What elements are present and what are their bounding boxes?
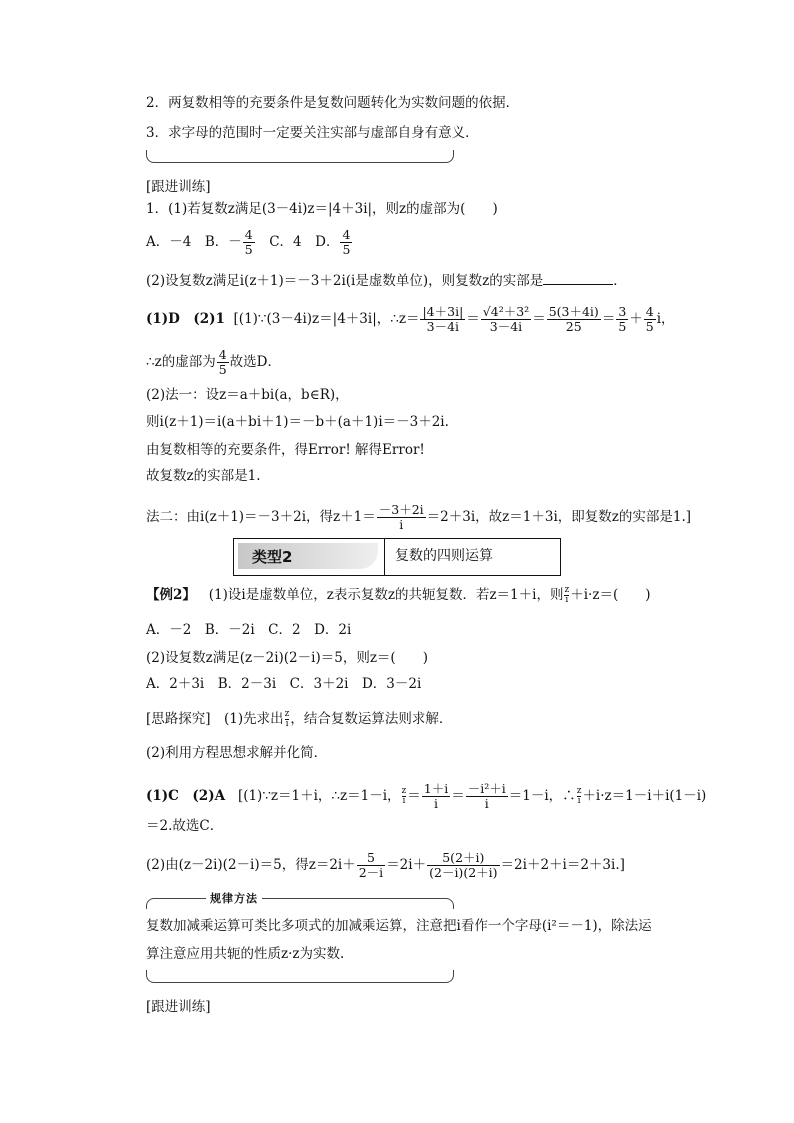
- numerator: 1＋i: [423, 781, 449, 796]
- method-title: 规律方法: [206, 890, 262, 906]
- section-type-box: [233, 538, 561, 576]
- fraction: [644, 305, 656, 334]
- practice-question-1-options: [146, 228, 353, 257]
- answer-tail: ＋i·z＝1－i＋i(1－i): [582, 788, 707, 804]
- question-end: ．: [613, 273, 627, 289]
- fraction: [217, 348, 229, 377]
- method-text-1: 复数加减乘运算可类比多项式的加减乘运算，注意把i看作一个字母(i²＝－1)，除法运: [146, 918, 652, 934]
- answer-mid: ＝1－i，∴: [508, 788, 576, 804]
- numerator: 4: [342, 227, 351, 242]
- method-box-bottom-border: [146, 970, 454, 983]
- fraction: [616, 305, 628, 334]
- fraction: [377, 503, 426, 532]
- practice-answer-1: (1)D (2)1 [(1)∵(3－4i)z＝|4＋3i|，∴z＝ $\frac{|4+3i|}{3-4i}$ ＝ $\frac{\text{√4²＋3²}}{3-4i}$ ＝ $\frac{5(3+4i)}{25}$ ＝ $\frac{3}{5}$ ＋ $\frac{4}{5}$ i，: [146, 304, 675, 334]
- answer-tail: i，: [656, 311, 675, 327]
- numerator: 5: [357, 851, 385, 866]
- denominator: i: [434, 796, 439, 811]
- denominator: 5: [618, 319, 627, 334]
- method1-line4: 故复数z的实部是1.: [146, 468, 261, 484]
- options-text-mid: C．4 D．: [255, 234, 340, 250]
- denominator: 25: [565, 319, 582, 334]
- method1-line3: 由复数相等的充要条件，得Error! 解得Error!: [146, 442, 425, 458]
- type-title: 复数的四则运算: [395, 548, 493, 564]
- example-question-2-options: A．2＋3i B．2－3i C．3＋2i D．3－2i: [146, 676, 422, 692]
- example-label: 【例2】: [146, 587, 196, 603]
- question-text: (1)设i是虚数单位，z表示复数z的共轭复数．若z＝1＋i，则: [208, 587, 564, 603]
- fraction: [577, 787, 582, 806]
- denominator: 5: [342, 242, 351, 257]
- example-answer-2: [146, 851, 625, 880]
- denominator: i: [402, 796, 406, 806]
- example-answer-1: (1)C (2)A [(1)∵z＝1＋i，∴z＝1－i， $\frac{z}{i}=$ $\frac{1+i}{i}$ ＝ $\frac{\text{－i²＋i}}{i}$ ＝1－i，∴ $\frac{z}{i}+i\cdot z=1-i+i(1-i)$: [146, 781, 707, 811]
- fraction: [466, 782, 508, 811]
- method2-text: 法二：由i(z＋1)＝－3＋2i，得z＋1＝: [146, 509, 376, 525]
- answer-label: (1)D (2)1: [146, 311, 225, 327]
- practice-header: [跟进训练]: [146, 179, 211, 195]
- denominator: 2－i: [358, 865, 384, 880]
- denominator: 3－4i: [426, 319, 460, 334]
- fraction: [427, 851, 499, 880]
- fraction: [564, 586, 569, 605]
- numerator: z: [576, 786, 582, 796]
- question-text: (2)设复数z满足i(z＋1)＝－3＋2i(i是虚数单位)，则复数z的实部是: [146, 273, 544, 289]
- options-text: A．－4 B．－: [146, 234, 242, 250]
- denominator: 3－4i: [489, 319, 523, 334]
- numerator: 3: [618, 304, 627, 319]
- denominator: 5: [645, 319, 654, 334]
- denominator: i: [565, 595, 569, 605]
- denominator: (2－i)(2＋i): [429, 865, 498, 880]
- example-question-2: (2)设复数z满足(z－2i)(2－i)＝5，则z＝( ): [146, 650, 428, 666]
- section-divider: [146, 150, 454, 163]
- fraction: [422, 782, 450, 811]
- summary-point-3: 3．求字母的范围时一定要关注实部与虚部自身有意义．: [146, 125, 479, 141]
- idea-line-1: [146, 710, 452, 729]
- method-box-header: [146, 892, 452, 906]
- denominator: i: [285, 719, 289, 729]
- example-answer-1-line2: ＝2.故选C．: [146, 818, 224, 834]
- fraction: [285, 710, 290, 729]
- denominator: i: [577, 796, 581, 806]
- conclusion-text: ∴z的虚部为: [146, 354, 216, 370]
- method1-line2: 则i(z＋1)＝i(a＋bi＋1)＝－b＋(a＋1)i＝－3＋2i.: [146, 414, 449, 430]
- method2-line: [146, 503, 691, 532]
- method-box-top-border: [146, 898, 454, 909]
- numerator: |4＋3i|: [422, 304, 464, 319]
- numerator: 5(2＋i): [427, 851, 499, 866]
- idea-tail: ，结合复数运算法则求解．: [290, 711, 453, 727]
- summary-point-2: 2．两复数相等的充要条件是复数问题转化为实数问题的依据．: [146, 95, 520, 111]
- fraction: [243, 228, 255, 257]
- fraction: [481, 305, 531, 334]
- numerator: －3＋2i: [378, 502, 424, 517]
- method1-line1: (2)法一：设z＝a＋bi(a，b∈R)，: [146, 387, 349, 403]
- method2-tail: ＝2＋3i，故z＝1＋3i，即复数z的实部是1.]: [426, 509, 692, 525]
- example-question-1-options: A．－2 B．－2i C．2 D．2i: [146, 622, 352, 638]
- numerator: 4: [218, 347, 227, 362]
- practice-question-1: 1．(1)若复数z满足(3－4i)z＝|4＋3i|，则z的虚部为( ): [146, 201, 498, 217]
- answer-tail: ＝2i＋2＋i＝2＋3i.]: [500, 857, 625, 873]
- practice-header-2: [跟进训练]: [146, 999, 211, 1015]
- numerator: z: [564, 585, 570, 595]
- numerator: z: [284, 709, 290, 719]
- idea-text: [思路探究] (1)先求出: [146, 711, 284, 727]
- example-question-1: [146, 586, 650, 605]
- answer-text: (2)由(z－2i)(2－i)＝5，得z＝2i＋: [146, 857, 356, 873]
- type-label-cell: [234, 539, 385, 575]
- method-text-2: 算注意应用共轭的性质z·z为实数.: [146, 946, 345, 962]
- numerator: √4²＋3²: [482, 304, 530, 319]
- practice-question-2: [146, 272, 627, 290]
- answer-text: [(1)∵(3－4i)z＝|4＋3i|，∴z＝: [233, 311, 420, 327]
- fraction: [357, 851, 385, 880]
- type-label: 类型2: [252, 548, 293, 566]
- practice-answer-1-conclusion: [146, 348, 281, 377]
- denominator: 5: [218, 362, 227, 377]
- conclusion-tail: 故选D．: [229, 354, 281, 370]
- answer-blank: [543, 272, 613, 285]
- answer-text: [(1)∵z＝1＋i，∴z＝1－i，: [237, 788, 401, 804]
- fraction: [547, 305, 601, 334]
- numerator: 5(3＋4i): [548, 304, 599, 319]
- question-tail: ＋i·z＝( ): [570, 587, 651, 603]
- fraction: [340, 228, 352, 257]
- denominator: i: [484, 796, 489, 811]
- idea-line-2: (2)利用方程思想求解并化简．: [146, 745, 328, 761]
- numerator: 4: [645, 304, 654, 319]
- fraction: [420, 305, 465, 334]
- answer-label: (1)C (2)A: [146, 788, 226, 804]
- numerator: z: [401, 786, 407, 796]
- denominator: i: [399, 517, 404, 532]
- numerator: 4: [244, 227, 253, 242]
- answer-mid: ＝2i＋: [386, 857, 427, 873]
- numerator: －i²＋i: [467, 781, 506, 796]
- denominator: 5: [244, 242, 253, 257]
- fraction: [402, 787, 407, 806]
